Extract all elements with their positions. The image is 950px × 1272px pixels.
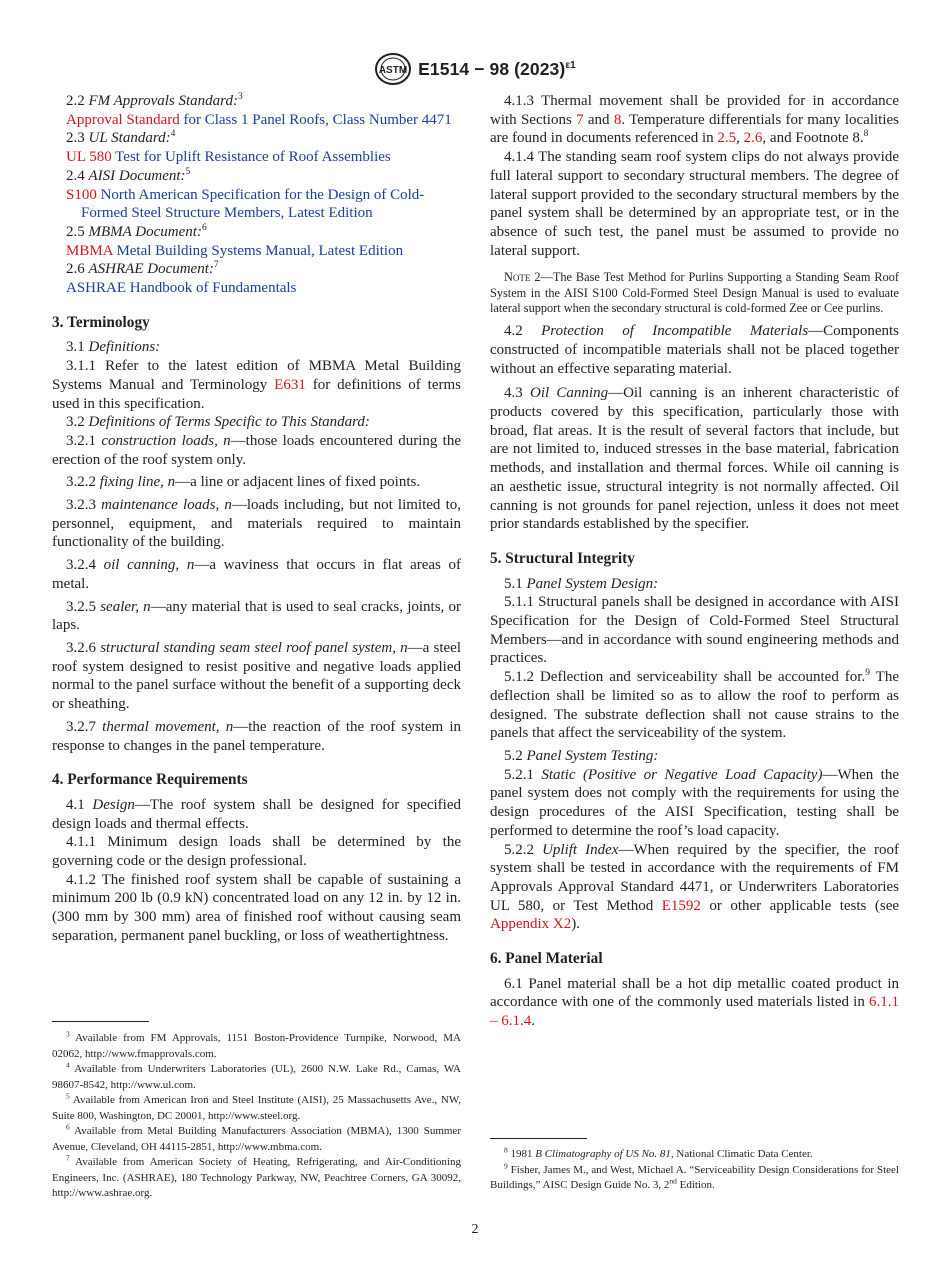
footnote-3: $^3$ Available from FM Approvals, 1151 Boston-Providence Turnpike, Norwood, MA 02062, http://www.fmapprovals.com.: [52, 1029, 461, 1060]
para-4-1: 4.1 Design—The roof system shall be designed for specified design loads and thermal effects.: [52, 796, 462, 832]
right-footnotes: [490, 1147, 899, 1194]
footnote-8: $^8$ 1981 B Climatography of US No. 81, National Climatic Data Center.: [504, 1145, 813, 1160]
para-4-1-3: 4.1.3 Thermal movement shall be provided for in accordance with Sections 7 and 8. Temperature differentials for many localities are found in documents referenced in 2.5, 2.6, and Footnote 8.$^8$: [490, 93, 899, 147]
para-5-1: 5.1 Panel System Design:: [504, 575, 659, 592]
para-3-2: 3.2 Definitions of Terms Specific to This Standard:: [66, 414, 370, 431]
para-4-3: 4.3 Oil Canning—Oil canning is an inherent characteristic of products covered by this specification, particularly those with broad, flat areas. It is the result of several factors that include, but are not limited to, induced stresses in the base material, fabrication methods, and installation and thermal forces. While oil canning is an aesthetic issue, structural integrity is not normally affected. Oil canning is not grounds for panel rejection, unless it does not meet prior standards established by the specifier.: [490, 385, 899, 533]
footnote-5: $^5$ Available from American Iron and Steel Institute (AISI), 25 Massachusetts Ave., NW, Suite 800, Washington, DC 20001, http://www.steel.org.: [52, 1091, 461, 1122]
section-7-link[interactable]: 7: [576, 111, 584, 128]
ashrae-reference[interactable]: ASHRAE Handbook of Fundamentals: [66, 280, 297, 297]
note-2: Note 2—The Base Test Method for Purlins Supporting a Standing Seam Roof System in the AISI S100 Cold-Formed Steel Design Manual is used to evaluate lateral support when the secondary structural is cold-formed Zee or Cee purlins.: [490, 270, 899, 315]
ul-580-reference[interactable]: UL 580 Test for Uplift Resistance of Roof Assemblies: [66, 149, 391, 166]
astm-logo-icon: [374, 52, 412, 86]
section-6-heading: 6. Panel Material: [490, 950, 603, 968]
para-4-1-4: 4.1.4 The standing seam roof system clips do not always provide full lateral support to secondary structural members. The degree of lateral support provided to the secondary structural members by the panel system shall be determined by an appropriate test, or in the absence of such test, the panel must be assumed to provide no lateral support.: [490, 149, 899, 259]
footnote-4: $^4$ Available from Underwriters Laboratories (UL), 2600 N.W. Lake Rd., Camas, WA 98607-8542, http://www.ul.com.: [52, 1060, 461, 1091]
section-5-heading: 5. Structural Integrity: [490, 549, 635, 567]
para-5-1-1: 5.1.1 Structural panels shall be designed in accordance with AISI Specification for the Design of Cold-Formed Steel Structural Members—and in accordance with sound engineering methods and practices.: [490, 594, 899, 667]
section-2-3-heading: 2.3 UL Standard:$^4$: [66, 129, 176, 147]
para-4-2: 4.2 Protection of Incompatible Materials—Components constructed of incompatible materials shall not be placed together without an effective separating material.: [490, 323, 899, 377]
para-5-2-1: 5.2.1 Static (Positive or Negative Load Capacity)—When the panel system does not comply with the requirements for using the design procedures of the AISI Specification, testing shall be performed to determine the roof’s load capacity.: [490, 766, 899, 839]
para-3-2-7: 3.2.7 thermal movement, n—the reaction of the roof system in response to changes in the panel temperature.: [52, 718, 462, 754]
section-8-link[interactable]: 8: [613, 111, 622, 128]
para-5-2-2: 5.2.2 Uplift Index—When required by the specifier, the roof system shall be tested in accordance with the requirements of FM Approvals Approval Standard 4471, or Underwriters Laboratories UL 580, or Test Method E1592 or other applicable tests (see Appendix X2).: [490, 841, 900, 933]
aisi-s100-reference[interactable]: S100 North American Specification for the Design of Cold-Formed Steel Structure Members, Latest Edition: [66, 186, 425, 222]
para-6-1: 6.1 Panel material shall be a hot dip metallic coated product in accordance with one of the commonly used materials listed in 6.1.1 – 6.1.4.: [490, 975, 899, 1030]
left-footnote-rule: [52, 1021, 149, 1022]
para-3-2-2: 3.2.2 fixing line, n—a line or adjacent lines of fixed points.: [66, 474, 421, 491]
section-2-2-heading: 2.2 FM Approvals Standard:$^3$: [66, 92, 243, 109]
para-5-2: 5.2 Panel System Testing:: [504, 747, 659, 764]
para-3-2-6: 3.2.6 structural standing seam steel roof panel system, n—a steel roof system designed to resist positive and negative loads applied normal to the panel surface without the benefit of a supporting deck or sheathing.: [52, 639, 461, 713]
footnote-9: $^9$ Fisher, James M., and West, Michael A. “Serviceability Design Considerations for Steel Buildings,” AISC Design Guide No. 3, 2nd Edition.: [490, 1160, 899, 1191]
para-3-2-4: 3.2.4 oil canning, n—a waviness that occurs in flat areas of metal.: [52, 557, 462, 592]
right-column: [490, 92, 899, 1031]
para-3-2-1: 3.2.1 construction loads, n—those loads encountered during the erection of the roof system only.: [52, 432, 462, 468]
section-2-6-link[interactable]: 2.6: [743, 130, 763, 147]
section-3-heading: 3. Terminology: [52, 313, 150, 331]
para-3-2-3: 3.2.3 maintenance loads, n—loads including, but not limited to, personnel, equipment, and materials required to maintain functionality of the building.: [52, 497, 462, 551]
para-4-1-1: 4.1.1 Minimum design loads shall be determined by the governing code or the design professional.: [52, 834, 461, 870]
right-footnote-rule: [490, 1138, 587, 1139]
section-2-4-heading: 2.4 AISI Document:$^5$: [66, 166, 191, 184]
footnote-6: $^6$ Available from Metal Building Manufacturers Association (MBMA), 1300 Summer Avenue, Cleveland, OH 44115-2851, http://www.mbma.com.: [52, 1122, 461, 1153]
section-2-5-heading: 2.5 MBMA Document:$^6$: [66, 222, 207, 240]
para-3-2-5: 3.2.5 sealer, n—any material that is used to seal cracks, joints, or laps.: [52, 598, 462, 634]
appendix-x2-link[interactable]: Appendix X2: [490, 916, 572, 933]
mbma-reference[interactable]: MBMA Metal Building Systems Manual, Latest Edition: [66, 242, 404, 259]
section-6-1-1-6-1-4-link[interactable]: 6.1.1 – 6.1.4: [490, 994, 899, 1030]
para-4-1-2: 4.1.2 The finished roof system shall be capable of sustaining a minimum 200 lb (0.9 kN) concentrated load on any 12 in. by 12 in. (300 mm by 300 mm) area of finished roof without causing seam separation, permanent panel buckling, or loss of weathertightness.: [52, 871, 461, 944]
left-column: [52, 92, 461, 946]
footnote-7: $^7$ Available from American Society of Heating, Refrigerating, and Air-Conditioning Engineers, Inc. (ASHRAE), 180 Technology Parkway, NW, Peachtree Corners, GA 30092, http://www.ashrae.org.: [52, 1153, 461, 1199]
fm-approval-standard-reference[interactable]: Approval Standard for Class 1 Panel Roofs, Class Number 4471: [66, 111, 452, 128]
e631-link[interactable]: E631: [274, 376, 306, 393]
section-2-5-link[interactable]: 2.5: [717, 130, 737, 147]
para-3-1-1: 3.1.1 Refer to the latest edition of MBMA Metal Building Systems Manual and Terminology E631 for definitions of terms used in this specification.: [52, 358, 461, 412]
logo-text: ASTM: [378, 65, 408, 76]
e1592-link[interactable]: E1592: [661, 897, 701, 914]
section-2-6-heading: 2.6 ASHRAE Document:$^7$: [66, 260, 219, 278]
standard-designation: E1514 − 98 $(2023)^{\varepsilon 1}$: [418, 58, 576, 79]
para-3-1: 3.1 Definitions:: [66, 339, 161, 356]
section-4-heading: 4. Performance Requirements: [52, 771, 248, 789]
left-footnotes: [52, 1031, 461, 1202]
para-5-1-2: 5.1.2 Deflection and serviceability shall be accounted for.$^9$ The deflection shall be limited so as to allow the roof to perform as designed. The substrate deflection shall not cause strains to the panels that affect the serviceability of the system.: [490, 668, 899, 742]
page-number: 2: [471, 1222, 479, 1237]
page-header: [0, 52, 950, 91]
